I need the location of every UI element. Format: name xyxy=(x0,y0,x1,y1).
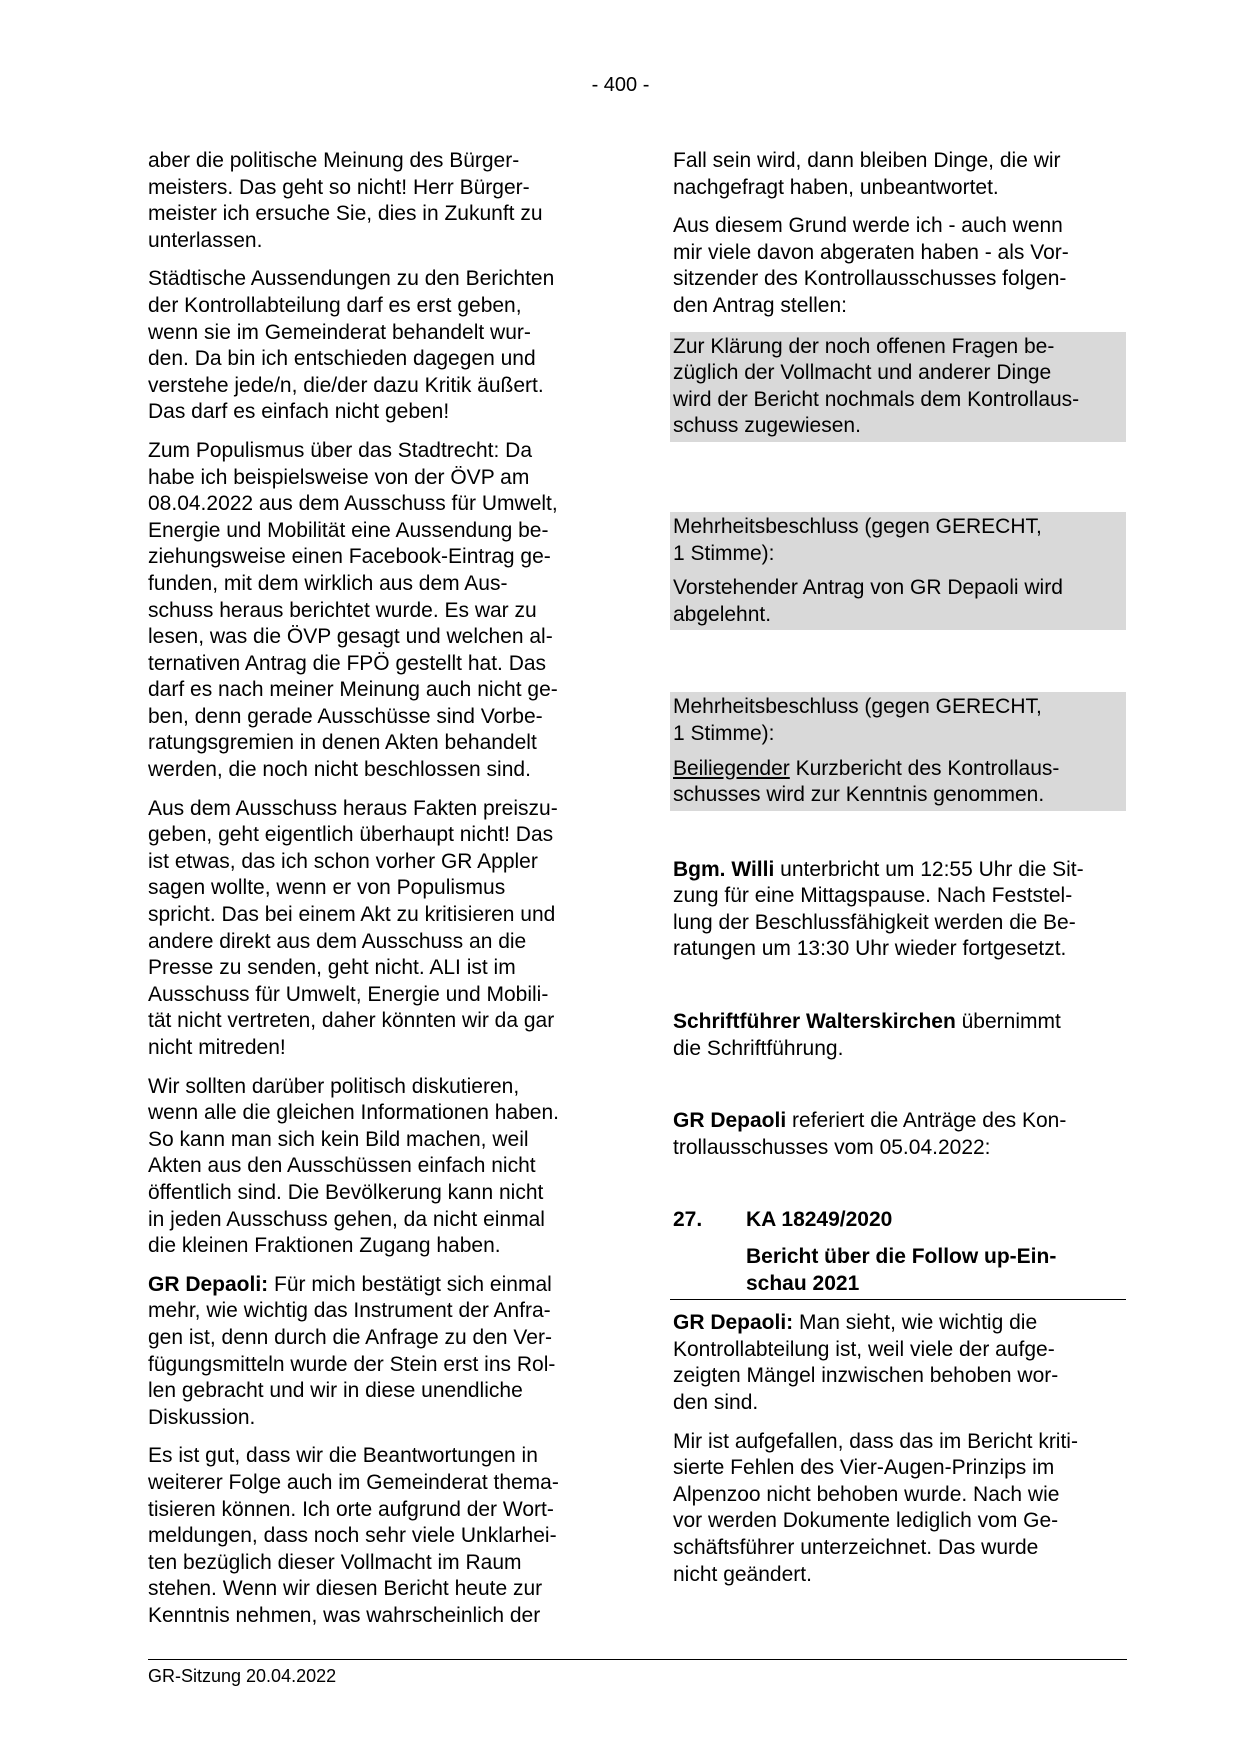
speech-text: Für mich bestätigt sich einmal mehr, wie wichtig das Instrument der Anfra- gen ist, denn durch die Anfrage zu den Ver- fügungsmitteln wurde der Stein erst ins Rol- len gebracht und wir in diese unendliche Diskussion. xyxy=(148,1272,556,1429)
speaker-name: GR Depaoli xyxy=(673,1109,787,1133)
paragraph: Aus dem Ausschuss heraus Fakten preiszu- geben, geht eigentlich überhaupt nicht! Das ist etwas, das ich schon vorher GR Appler sagen wollte, wenn er von Populismus spricht. Das bei einem Akt zu kritisieren und andere direkt aus dem Ausschuss an die Presse zu senden, geht nicht. ALI ist im Ausschuss für Umwelt, Energie und Mobili- tät nicht vertreten, daher könnten wir da gar nicht mitreden! xyxy=(148,796,558,1059)
resolution-heading: Mehrheitsbeschluss (gegen GERECHT, 1 Stimme): xyxy=(673,695,1042,745)
speaker-name: Schriftführer Walterskirchen xyxy=(673,1010,956,1034)
right-column xyxy=(673,148,1133,1600)
resolution-heading: Mehrheitsbeschluss (gegen GERECHT, 1 Stimme): xyxy=(673,514,1042,565)
paragraph: Es ist gut, dass wir die Beantwortungen in weiterer Folge auch im Gemeinderat thema- tisieren können. Ich orte aufgrund der Wort- meldungen, dass noch sehr viele Unklarhei- ten bezüglich dieser Vollmacht im Raum stehen. Wenn wir diesen Bericht heute zur Kenntnis nehmen, was wahrscheinlich der xyxy=(148,1444,559,1627)
paragraph: Aus diesem Grund werde ich - auch wenn mir viele davon abgeraten haben - als Vor- sitzender des Kontrollausschusses folgen- den Antrag stellen: xyxy=(673,214,1069,317)
speaker-name: GR Depaoli: xyxy=(148,1272,269,1296)
resolution-text xyxy=(673,756,1122,809)
footer-divider xyxy=(148,1659,1127,1660)
resolution-text: Vorstehender Antrag von GR Depaoli wird abgelehnt. xyxy=(673,576,1063,626)
footer-session-date: GR-Sitzung 20.04.2022 xyxy=(148,1666,337,1686)
paragraph: Zum Populismus über das Stadtrecht: Da habe ich beispielsweise von der ÖVP am 08.04.2022 aus dem Ausschuss für Umwelt, Energie und Mobilität eine Aussendung be- ziehungsweise einen Facebook-Eintrag ge- funden, mit dem wirklich aus dem Aus- schuss heraus berichtet wurde. Es war zu lesen, was die ÖVP gesagt und welchen al- ternativen Antrag die FPÖ gestellt hat. Das darf es nach meiner Meinung auch nicht ge- ben, denn gerade Ausschüsse sind Vorbe- ratungsgremien in denen Akten behandelt werden, die noch nicht beschlossen sind. xyxy=(148,438,558,782)
speech-text: unterbricht um 12:55 Uhr die Sit- zung für eine Mittagspause. Nach Feststel- lung der Beschlussfähigkeit werden die Be- ratungen um 13:30 Uhr wieder fortgesetzt. xyxy=(673,857,1084,961)
left-column xyxy=(148,148,606,1641)
paragraph: Fall sein wird, dann bleiben Dinge, die wir nachgefragt haben, unbeantwortet. xyxy=(673,149,1061,199)
agenda-file-number: KA 18249/2020 xyxy=(746,1208,893,1232)
paragraph xyxy=(673,1108,1133,1161)
agenda-item xyxy=(670,1207,1126,1300)
paragraph: Mir ist aufgefallen, dass das im Bericht kriti- sierte Fehlen des Vier-Augen-Prinzips im Alpenzoo nicht behoben wurde. Nach wie vor werden Dokumente lediglich vom Ge- schäftsführer unterzeichnet. Das wurde nicht geändert. xyxy=(673,1429,1078,1586)
speaker-name: GR Depaoli: xyxy=(673,1311,794,1335)
page-number: - 400 - xyxy=(591,74,650,96)
paragraph xyxy=(673,1310,1133,1416)
paragraph xyxy=(148,1272,606,1432)
agenda-title: Bericht über die Follow up-Ein- schau 2021 xyxy=(746,1245,1057,1295)
motion-box xyxy=(670,332,1126,442)
paragraph xyxy=(673,1009,1133,1062)
paragraph: aber die politische Meinung des Bürger- meisters. Das geht so nicht! Herr Bürger- meister ich ersuche Sie, dies in Zukunft zu unterlassen. xyxy=(148,149,543,252)
paragraph: Städtische Aussendungen zu den Berichten der Kontrollabteilung darf es erst geben, wenn sie im Gemeinderat behandelt wur- den. Da bin ich entschieden dagegen und verstehe jede/n, die/der dazu Kritik äußert. Das darf es einfach nicht geben! xyxy=(148,267,555,424)
motion-text: Zur Klärung der noch offenen Fragen be- züglich der Vollmacht und anderer Dinge wird der Bericht nochmals dem Kontrollaus- schuss zugewiesen. xyxy=(673,334,1080,438)
resolution-box xyxy=(670,692,1126,810)
paragraph xyxy=(673,857,1133,963)
speech-text: Man sieht, wie wichtig die Kontrollabteilung ist, weil viele der aufge- zeigten Mängel inzwischen behoben wor- den sind. xyxy=(673,1311,1059,1414)
resolution-box xyxy=(670,512,1126,630)
agenda-number: 27. xyxy=(673,1208,703,1232)
underlined-word: Beiliegender xyxy=(673,756,790,780)
speech-text: übernimmt die Schriftführung. xyxy=(673,1010,1061,1060)
speech-text: referiert die Anträge des Kon- trollausschusses vom 05.04.2022: xyxy=(673,1109,1067,1159)
paragraph: Wir sollten darüber politisch diskutieren, wenn alle die gleichen Informationen haben. So kann man sich kein Bild machen, weil Akten aus den Ausschüssen einfach nicht öffentlich sind. Die Bevölkerung kann nicht in jeden Ausschuss gehen, da nicht einmal die kleinen Fraktionen Zugang haben. xyxy=(148,1074,559,1258)
speaker-name: Bgm. Willi xyxy=(673,857,775,881)
resolution-rest: Kurzbericht des Kontrollaus- schusses wird zur Kenntnis genommen. xyxy=(673,756,1060,807)
